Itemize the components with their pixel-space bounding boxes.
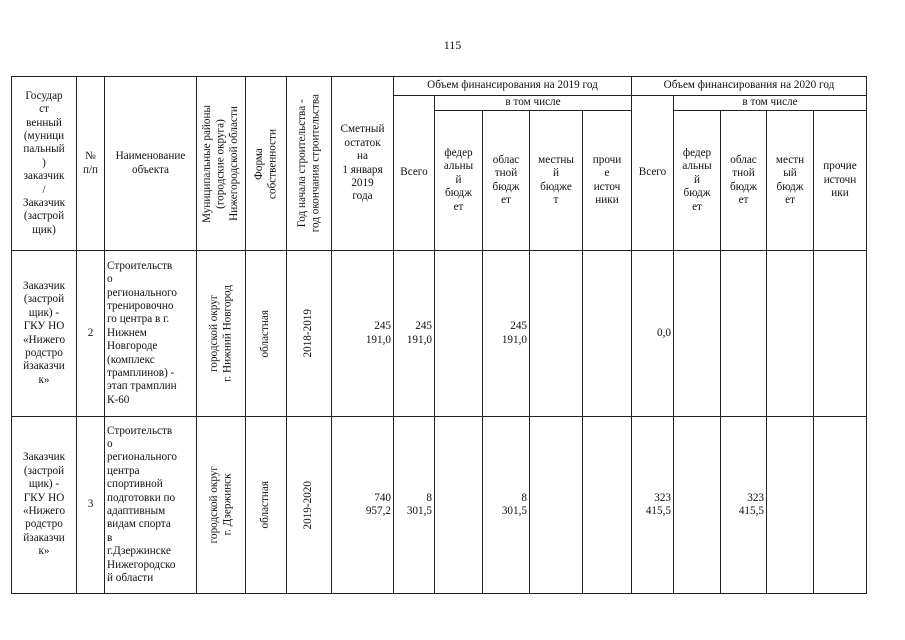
- header-other-2019: прочи е источ ники: [583, 111, 632, 251]
- row-customer: Заказчик (застрой щик) - ГКУ НО «Нижего родстро йзаказчи к»: [12, 251, 77, 417]
- row-local-2019: [530, 417, 583, 594]
- header-fin-2019: Объем финансирования на 2019 год: [394, 77, 632, 96]
- row-estimate: 245 191,0: [332, 251, 394, 417]
- row-total-2020: 323 415,5: [632, 417, 674, 594]
- row-federal-2019: [435, 251, 483, 417]
- financing-table: [11, 76, 867, 594]
- header-years: Год начала строительства - год окончания строительства: [287, 77, 332, 251]
- header-federal-2019: федер альны й бюдж ет: [435, 111, 483, 251]
- table-row: [12, 417, 867, 594]
- row-federal-2020: [674, 251, 721, 417]
- header-including-2020: в том числе: [674, 96, 867, 111]
- header-total-2020: Всего: [632, 96, 674, 251]
- row-name: Строительств о регионального центра спортивной подготовки по адаптивным видам спорта в г.Дзержинске Нижегородско й области: [105, 417, 197, 594]
- row-regional-2020: 323 415,5: [721, 417, 767, 594]
- row-other-2019: [583, 417, 632, 594]
- header-num: № п/п: [77, 77, 105, 251]
- row-customer: Заказчик (застрой щик) - ГКУ НО «Нижего родстро йзаказчи к»: [12, 417, 77, 594]
- row-estimate: 740 957,2: [332, 417, 394, 594]
- row-num: 2: [77, 251, 105, 417]
- row-regional-2019: 8 301,5: [483, 417, 530, 594]
- header-customer: Государ ст венный (муници пальный ) заказчик / Заказчик (застрой щик): [12, 77, 77, 251]
- row-district: городской округ г. Дзержинск: [197, 417, 246, 594]
- row-other-2020: [814, 417, 867, 594]
- row-district: городской округ г. Нижний Новгород: [197, 251, 246, 417]
- header-estimate: Сметный остаток на 1 января 2019 года: [332, 77, 394, 251]
- header-local-2019: местны й бюдже т: [530, 111, 583, 251]
- page-number: 115: [443, 38, 462, 52]
- row-regional-2020: [721, 251, 767, 417]
- header-including-2019: в том числе: [435, 96, 632, 111]
- row-regional-2019: 245 191,0: [483, 251, 530, 417]
- row-years: 2019-2020: [287, 417, 332, 594]
- row-other-2020: [814, 251, 867, 417]
- row-ownership: областная: [246, 417, 287, 594]
- row-years: 2018-2019: [287, 251, 332, 417]
- row-federal-2019: [435, 417, 483, 594]
- row-total-2020: 0,0: [632, 251, 674, 417]
- row-ownership: областная: [246, 251, 287, 417]
- row-local-2019: [530, 251, 583, 417]
- row-total-2019: 245 191,0: [394, 251, 435, 417]
- header-ownership: Форма собственности: [246, 77, 287, 251]
- row-num: 3: [77, 417, 105, 594]
- header-districts: Муниципальные районы (городские округа) Нижегородской области: [197, 77, 246, 251]
- header-local-2020: местн ый бюдж ет: [767, 111, 814, 251]
- row-total-2019: 8 301,5: [394, 417, 435, 594]
- header-fin-2020: Объем финансирования на 2020 год: [632, 77, 867, 96]
- header-total-2019: Всего: [394, 96, 435, 251]
- header-regional-2019: облас тной бюдж ет: [483, 111, 530, 251]
- row-other-2019: [583, 251, 632, 417]
- row-local-2020: [767, 417, 814, 594]
- row-name: Строительств о регионального тренировочно го центра в г. Нижнем Новгороде (комплекс трамплинов) - этап трамплин К-60: [105, 251, 197, 417]
- row-federal-2020: [674, 417, 721, 594]
- table-row: [12, 251, 867, 417]
- header-name: Наименование объекта: [105, 77, 197, 251]
- header-other-2020: прочие источн ики: [814, 111, 867, 251]
- row-local-2020: [767, 251, 814, 417]
- header-federal-2020: федер альны й бюдж ет: [674, 111, 721, 251]
- header-regional-2020: облас тной бюдж ет: [721, 111, 767, 251]
